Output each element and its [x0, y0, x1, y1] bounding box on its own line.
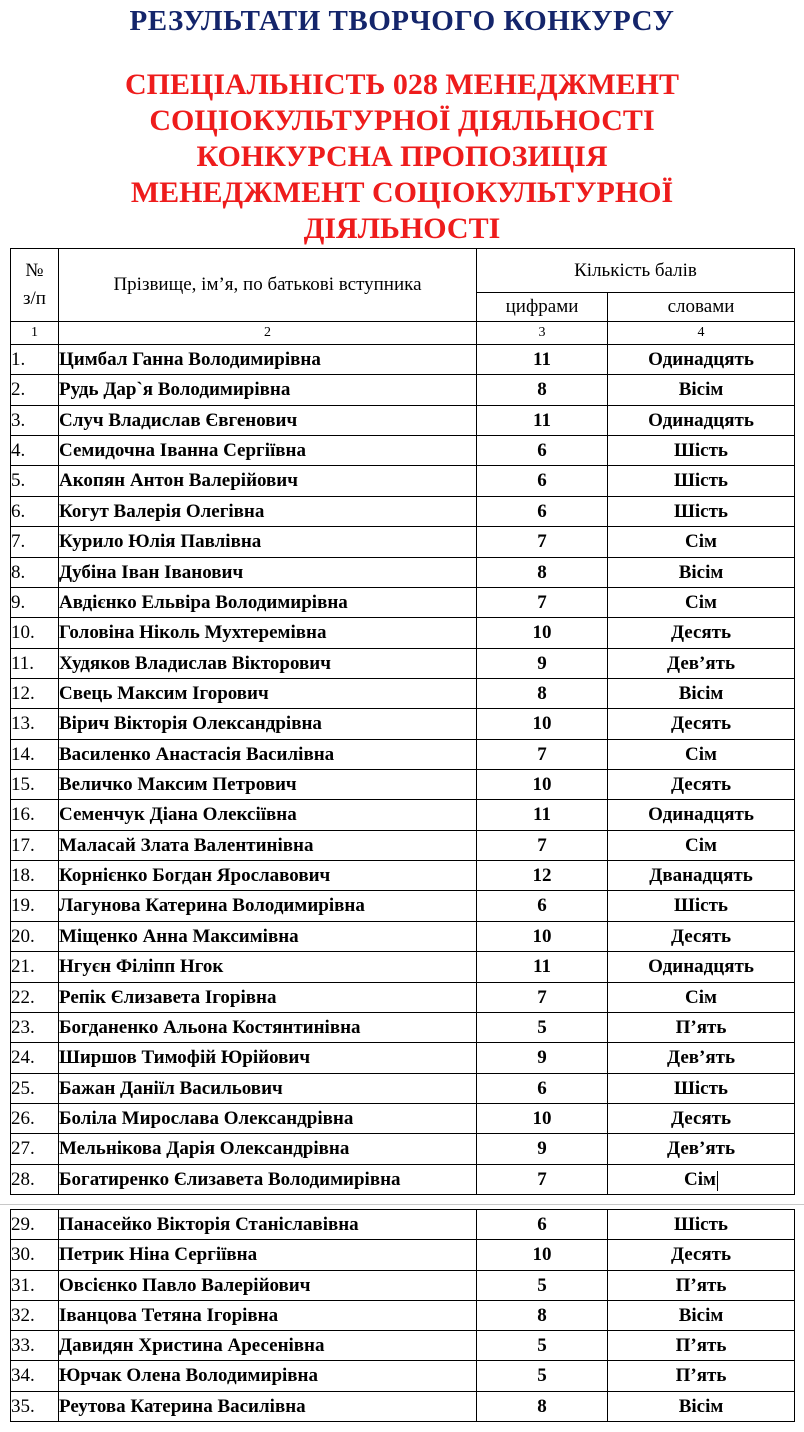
- score-digits: 10: [477, 618, 608, 649]
- page-break-divider: [0, 1204, 804, 1205]
- applicant-name: Юрчак Олена Володимирівна: [59, 1361, 477, 1392]
- table-row: [11, 375, 795, 406]
- table-row: [11, 618, 795, 649]
- score-digits: 5: [477, 1331, 608, 1361]
- score-words: Сім: [608, 527, 795, 558]
- score-words: Сім: [608, 1165, 795, 1195]
- applicant-name: Корнієнко Богдан Ярославович: [59, 861, 477, 891]
- score-words: П’ять: [608, 1331, 795, 1361]
- table-row: [11, 891, 795, 922]
- header-words: словами: [608, 293, 795, 322]
- score-digits: 7: [477, 831, 608, 861]
- column-number: 1: [11, 322, 59, 345]
- score-digits: 6: [477, 436, 608, 466]
- applicant-name: Мельнікова Дарія Олександрівна: [59, 1134, 477, 1165]
- score-words: Десять: [608, 770, 795, 800]
- header-number-abbr: з/п: [23, 288, 46, 309]
- table-row: [11, 1392, 795, 1422]
- row-number: 15.: [11, 770, 59, 800]
- row-number: 5.: [11, 466, 59, 497]
- row-number: 30.: [11, 1240, 59, 1271]
- score-digits: 5: [477, 1271, 608, 1301]
- applicant-name: Семидочна Іванна Сергіївна: [59, 436, 477, 466]
- applicant-name: Міщенко Анна Максимівна: [59, 922, 477, 952]
- score-digits: 7: [477, 983, 608, 1013]
- specialty-heading: [0, 67, 804, 247]
- score-words: Сім: [608, 831, 795, 861]
- header-digits: цифрами: [477, 293, 608, 322]
- header-number-symbol: №: [25, 260, 44, 281]
- applicant-name: Богданенко Альона Костянтинівна: [59, 1013, 477, 1043]
- header-score-group: Кількість балів: [477, 249, 795, 293]
- row-number: 23.: [11, 1013, 59, 1043]
- row-number: 7.: [11, 527, 59, 558]
- row-number: 28.: [11, 1165, 59, 1195]
- specialty-heading-line: СОЦІОКУЛЬТУРНОЇ ДІЯЛЬНОСТІ: [149, 104, 655, 137]
- applicant-name: Овсієнко Павло Валерійович: [59, 1271, 477, 1301]
- row-number: 29.: [11, 1210, 59, 1240]
- row-number: 11.: [11, 649, 59, 679]
- table-row: [11, 1013, 795, 1043]
- table-row: [11, 1331, 795, 1361]
- row-number: 18.: [11, 861, 59, 891]
- applicant-name: Маласай Злата Валентинівна: [59, 831, 477, 861]
- score-words: Одинадцять: [608, 952, 795, 983]
- row-number: 19.: [11, 891, 59, 922]
- score-digits: 7: [477, 527, 608, 558]
- row-number: 10.: [11, 618, 59, 649]
- applicant-name: Семенчук Діана Олексіївна: [59, 800, 477, 831]
- score-digits: 7: [477, 588, 608, 618]
- specialty-heading-line: СПЕЦІАЛЬНІСТЬ 028 МЕНЕДЖМЕНТ: [124, 68, 680, 101]
- header-number: [11, 249, 59, 322]
- applicant-name: Бажан Даніїл Васильович: [59, 1074, 477, 1104]
- score-words: Шість: [608, 1074, 795, 1104]
- applicant-name: Василенко Анастасія Василівна: [59, 740, 477, 770]
- score-words: Шість: [608, 1210, 795, 1240]
- table-row: [11, 740, 795, 770]
- score-digits: 6: [477, 497, 608, 527]
- score-digits: 11: [477, 952, 608, 983]
- score-words: П’ять: [608, 1013, 795, 1043]
- row-number: 14.: [11, 740, 59, 770]
- score-words: Десять: [608, 1240, 795, 1271]
- row-number: 22.: [11, 983, 59, 1013]
- results-table: [10, 248, 795, 1195]
- row-number: 21.: [11, 952, 59, 983]
- score-digits: 9: [477, 649, 608, 679]
- row-number: 33.: [11, 1331, 59, 1361]
- table-row: [11, 800, 795, 831]
- text-cursor: [717, 1171, 718, 1191]
- score-digits: 10: [477, 922, 608, 952]
- score-digits: 7: [477, 740, 608, 770]
- applicant-name: Цимбал Ганна Володимирівна: [59, 345, 477, 375]
- table-row: [11, 1301, 795, 1331]
- row-number: 17.: [11, 831, 59, 861]
- score-words: Сім: [608, 588, 795, 618]
- applicant-name: Давидян Христина Аресенівна: [59, 1331, 477, 1361]
- score-words: Дев’ять: [608, 1134, 795, 1165]
- applicant-name: Репік Єлизавета Ігорівна: [59, 983, 477, 1013]
- row-number: 35.: [11, 1392, 59, 1422]
- applicant-name: Дубіна Іван Іванович: [59, 558, 477, 588]
- score-words: Вісім: [608, 1392, 795, 1422]
- score-digits: 8: [477, 679, 608, 709]
- table-row: [11, 1240, 795, 1271]
- applicant-name: Богатиренко Єлизавета Володимирівна: [59, 1165, 477, 1195]
- score-words: Вісім: [608, 679, 795, 709]
- table-row: [11, 709, 795, 740]
- score-digits: 6: [477, 466, 608, 497]
- table-row: [11, 1210, 795, 1240]
- document-title: РЕЗУЛЬТАТИ ТВОРЧОГО КОНКУРСУ: [129, 5, 675, 37]
- score-digits: 10: [477, 770, 608, 800]
- row-number: 27.: [11, 1134, 59, 1165]
- table-row: [11, 497, 795, 527]
- row-number: 34.: [11, 1361, 59, 1392]
- column-number: 3: [477, 322, 608, 345]
- table-row: [11, 345, 795, 375]
- applicant-name: Курило Юлія Павлівна: [59, 527, 477, 558]
- applicant-name: Свець Максим Ігорович: [59, 679, 477, 709]
- score-digits: 6: [477, 1210, 608, 1240]
- table-row: [11, 922, 795, 952]
- score-words: Шість: [608, 466, 795, 497]
- score-digits: 8: [477, 375, 608, 406]
- row-number: 32.: [11, 1301, 59, 1331]
- column-number: 2: [59, 322, 477, 345]
- score-digits: 7: [477, 1165, 608, 1195]
- applicant-name: Ширшов Тимофій Юрійович: [59, 1043, 477, 1074]
- score-digits: 11: [477, 406, 608, 436]
- score-words: Шість: [608, 436, 795, 466]
- table-row: [11, 679, 795, 709]
- table-row: [11, 1043, 795, 1074]
- applicant-name: Лагунова Катерина Володимирівна: [59, 891, 477, 922]
- table-row: [11, 1271, 795, 1301]
- table-row: [11, 436, 795, 466]
- score-words: Вісім: [608, 558, 795, 588]
- row-number: 31.: [11, 1271, 59, 1301]
- score-digits: 10: [477, 1240, 608, 1271]
- row-number: 24.: [11, 1043, 59, 1074]
- table-row: [11, 527, 795, 558]
- score-words: Десять: [608, 618, 795, 649]
- score-digits: 8: [477, 558, 608, 588]
- score-words: П’ять: [608, 1271, 795, 1301]
- score-digits: 9: [477, 1134, 608, 1165]
- applicant-name: Вірич Вікторія Олександрівна: [59, 709, 477, 740]
- row-number: 6.: [11, 497, 59, 527]
- results-table-continued: [10, 1209, 795, 1422]
- applicant-name: Реутова Катерина Василівна: [59, 1392, 477, 1422]
- table-row: [11, 1074, 795, 1104]
- score-words: Одинадцять: [608, 800, 795, 831]
- table-row: [11, 649, 795, 679]
- row-number: 4.: [11, 436, 59, 466]
- score-words: П’ять: [608, 1361, 795, 1392]
- score-digits: 6: [477, 1074, 608, 1104]
- score-words: Одинадцять: [608, 406, 795, 436]
- table-row: [11, 861, 795, 891]
- row-number: 13.: [11, 709, 59, 740]
- score-words: Десять: [608, 1104, 795, 1134]
- column-number: 4: [608, 322, 795, 345]
- score-words: Дев’ять: [608, 649, 795, 679]
- applicant-name: Акопян Антон Валерійович: [59, 466, 477, 497]
- score-words: Шість: [608, 497, 795, 527]
- header-name: Прізвище, ім’я, по батькові вступника: [59, 249, 477, 322]
- specialty-heading-line: ДІЯЛЬНОСТІ: [303, 212, 501, 245]
- applicant-name: Рудь Дар`я Володимирівна: [59, 375, 477, 406]
- table-row: [11, 770, 795, 800]
- row-number: 16.: [11, 800, 59, 831]
- score-digits: 9: [477, 1043, 608, 1074]
- score-words: Вісім: [608, 375, 795, 406]
- score-words: Десять: [608, 709, 795, 740]
- row-number: 2.: [11, 375, 59, 406]
- score-digits: 10: [477, 1104, 608, 1134]
- table-row: [11, 1165, 795, 1195]
- score-words: Вісім: [608, 1301, 795, 1331]
- applicant-name: Худяков Владислав Вікторович: [59, 649, 477, 679]
- applicant-name: Панасейко Вікторія Станіславівна: [59, 1210, 477, 1240]
- row-number: 8.: [11, 558, 59, 588]
- specialty-heading-line: МЕНЕДЖМЕНТ СОЦІОКУЛЬТУРНОЇ: [130, 176, 674, 209]
- applicant-name: Нгуєн Філіпп Нгок: [59, 952, 477, 983]
- applicant-name: Величко Максим Петрович: [59, 770, 477, 800]
- score-words: Шість: [608, 891, 795, 922]
- score-words: Сім: [608, 983, 795, 1013]
- score-digits: 6: [477, 891, 608, 922]
- score-words: Одинадцять: [608, 345, 795, 375]
- table-row: [11, 466, 795, 497]
- row-number: 26.: [11, 1104, 59, 1134]
- row-number: 20.: [11, 922, 59, 952]
- table-row: [11, 588, 795, 618]
- table-row: [11, 1361, 795, 1392]
- row-number: 25.: [11, 1074, 59, 1104]
- score-digits: 8: [477, 1301, 608, 1331]
- applicant-name: Петрик Ніна Сергіївна: [59, 1240, 477, 1271]
- table-row: [11, 983, 795, 1013]
- table-row: [11, 406, 795, 436]
- applicant-name: Случ Владислав Євгенович: [59, 406, 477, 436]
- applicant-name: Боліла Мирослава Олександрівна: [59, 1104, 477, 1134]
- score-digits: 10: [477, 709, 608, 740]
- score-digits: 12: [477, 861, 608, 891]
- score-digits: 11: [477, 800, 608, 831]
- table-row: [11, 1104, 795, 1134]
- table-row: [11, 952, 795, 983]
- score-words: Дванадцять: [608, 861, 795, 891]
- score-digits: 8: [477, 1392, 608, 1422]
- applicant-name: Авдієнко Ельвіра Володимирівна: [59, 588, 477, 618]
- applicant-name: Головіна Ніколь Мухтеремівна: [59, 618, 477, 649]
- specialty-heading-line: КОНКУРСНА ПРОПОЗИЦІЯ: [196, 140, 608, 173]
- row-number: 9.: [11, 588, 59, 618]
- table-row: [11, 831, 795, 861]
- score-digits: 5: [477, 1361, 608, 1392]
- score-words: Десять: [608, 922, 795, 952]
- score-digits: 5: [477, 1013, 608, 1043]
- score-words: Дев’ять: [608, 1043, 795, 1074]
- table-row: [11, 1134, 795, 1165]
- row-number: 1.: [11, 345, 59, 375]
- row-number: 12.: [11, 679, 59, 709]
- table-row: [11, 558, 795, 588]
- score-words: Сім: [608, 740, 795, 770]
- applicant-name: Іванцова Тетяна Ігорівна: [59, 1301, 477, 1331]
- applicant-name: Когут Валерія Олегівна: [59, 497, 477, 527]
- row-number: 3.: [11, 406, 59, 436]
- score-digits: 11: [477, 345, 608, 375]
